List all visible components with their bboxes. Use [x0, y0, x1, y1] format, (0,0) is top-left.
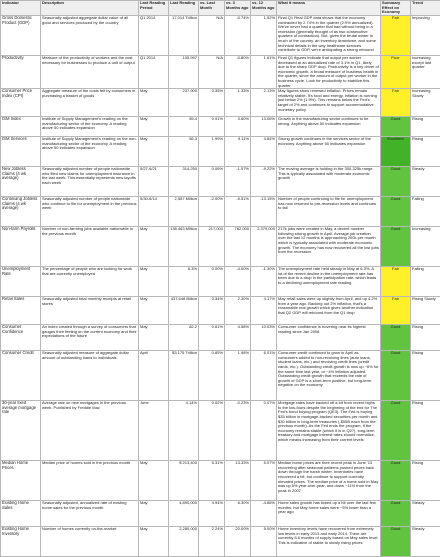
table-row[interactable]	[1, 197, 440, 227]
trend-cell: Steady	[411, 501, 440, 527]
table-row[interactable]	[1, 89, 440, 117]
trend-cell: Steady	[411, 527, 440, 557]
vs-3-months-cell: 1.98%	[225, 351, 251, 401]
vs-12-months-cell: -1.30%	[251, 267, 277, 297]
reading-cell: 82.2	[169, 325, 199, 351]
meaning-cell: Final Q1 figures indicate that output per worker decreased at an annualized rate of 3.1% in Q1, likely due to the sharp GDP drop. Productivity is a key driver of economic growth, a broad measure of business health in the quarter, since the amount of output per worker in the business cycle. Look for productivity to stabilize this quarter	[277, 56, 381, 89]
description-cell: Seasonally adjusted total monthly receipts at retail stores	[41, 297, 139, 325]
effect-cell: Good	[381, 351, 411, 401]
vs-3-months-cell: -0.23%	[225, 401, 251, 461]
meaning-cell: Home inventory levels have recovered from extremely low levels in early 2013 and early 2014. There are currently 5.6 months of supply based on May sales level. This is indicative of stable to slowly rising prices	[277, 527, 381, 557]
table-row[interactable]	[1, 137, 440, 167]
period-cell: April	[139, 351, 169, 401]
reading-cell: $3.175 Trillion	[169, 351, 199, 401]
period-cell: May	[139, 117, 169, 137]
description-cell: Seasonally adjusted aggregate dollar value of all good and services produced by the country	[41, 16, 139, 56]
reading-cell: 4.14%	[169, 401, 199, 461]
vs-last-month-cell: -2.00%	[199, 197, 225, 227]
reading-cell: $ 213,400	[169, 461, 199, 501]
period-cell: May	[139, 267, 169, 297]
trend-cell: Increasing except last quarter	[411, 56, 440, 89]
table-row[interactable]	[1, 267, 440, 297]
table-row[interactable]	[1, 56, 440, 89]
reading-cell: 314,250	[169, 167, 199, 197]
period-cell: May	[139, 297, 169, 325]
vs-12-months-cell: 4.84%	[251, 137, 277, 167]
period-cell: May	[139, 325, 169, 351]
trend-cell: Rising	[411, 351, 440, 401]
table-row[interactable]	[1, 401, 440, 461]
vs-12-months-cell: -4.86%	[251, 501, 277, 527]
trend-cell: Rising	[411, 325, 440, 351]
period-cell: May	[139, 89, 169, 117]
trend-cell: Rising	[411, 117, 440, 137]
indicator-cell: Unemployment Rate	[1, 267, 41, 297]
indicator-cell: New Jobless Claims (4 wk average)	[1, 167, 41, 197]
vs-3-months-cell: 3.60%	[225, 117, 251, 137]
indicator-cell: Existing Home Sales	[1, 501, 41, 527]
indicator-cell: Non-farm Payrolls	[1, 227, 41, 267]
effect-cell: Good	[381, 461, 411, 501]
indicator-cell: Continuing Jobless Claims (4 wk average)	[1, 197, 41, 227]
effect-cell: Poor	[381, 56, 411, 89]
vs-3-months-cell: -4.00%	[225, 267, 251, 297]
reading-cell: 138.463 Million	[169, 227, 199, 267]
vs-last-month-cell: N/A	[199, 56, 225, 89]
column-header[interactable]: Summary Effect on Economy	[381, 1, 411, 16]
reading-cell: 4,890,000	[169, 501, 199, 527]
table-row[interactable]	[1, 117, 440, 137]
reading-cell: 237.900	[169, 89, 199, 117]
vs-3-months-cell: 20.00%	[225, 527, 251, 557]
description-cell: Number of non-farming jobs available nationwide in the previous month	[41, 227, 139, 267]
period-cell: 5/30-6/14	[139, 197, 169, 227]
table-row[interactable]	[1, 227, 440, 267]
description-cell: Seasonally adjusted measure of aggregate dollar amount of outstanding loans to individuals	[41, 351, 139, 401]
meaning-cell: Number of people continuing to file for unemployment has now returned to pre-recession levels and continues to fall	[277, 197, 381, 227]
column-header[interactable]: Last Reading Period	[139, 1, 169, 16]
vs-3-months-cell: 1.33%	[225, 89, 251, 117]
vs-last-month-cell: 0.61%	[199, 325, 225, 351]
vs-12-months-cell: 1.52%	[251, 16, 277, 56]
table-row[interactable]	[1, 167, 440, 197]
table-row[interactable]	[1, 16, 440, 56]
vs-12-months-cell: 1.61%	[251, 56, 277, 89]
column-header[interactable]: What it means	[277, 1, 381, 16]
vs-last-month-cell: 0.00%	[199, 267, 225, 297]
trend-cell: Rising	[411, 137, 440, 167]
vs-last-month-cell: 5.31%	[199, 461, 225, 501]
meaning-cell: Mortgage rates have backed off a bit from recent highs to the low-fours despite the beginning of the end for The Fed's bond buying program (QE3). The Fed is buying $35 billion in mortgage-backed securities per month and $30 billion in long-term treasuries (-$55B each from the previous month). As the Fed ends the program, if the economy remains stable (which it is in Q2?), long-term treasury and mortgage interest rates should normalize, which means increasing from their current levels	[277, 401, 381, 461]
meaning-cell: May retail sales were up slightly from April, and up 4.2% from a year ago. Backing out 2% inflation, that's a reasonable real growth which gives another indication that Q2 GDP will rebound from the Q1 drop	[277, 297, 381, 325]
column-header[interactable]: Indicator	[1, 1, 41, 16]
effect-cell: Fair	[381, 89, 411, 117]
description-cell: Average rate on new mortgages in the previous week. Published by Freddie Mac	[41, 401, 139, 461]
trend-cell: Falling	[411, 267, 440, 297]
effect-cell: Fair	[381, 16, 411, 56]
trend-cell: Increasing	[411, 227, 440, 267]
vs-12-months-cell: 13.06%	[251, 117, 277, 137]
period-cell: May	[139, 461, 169, 501]
column-header[interactable]: vs. 12 Months ago	[251, 1, 277, 16]
reading-cell: 437.648 Billion	[169, 297, 199, 325]
column-header[interactable]: Last Reading	[169, 1, 199, 16]
effect-cell: Fair	[381, 267, 411, 297]
vs-3-months-cell: 2.30%	[225, 297, 251, 325]
vs-12-months-cell: 10.03%	[251, 325, 277, 351]
effect-cell: Fair	[381, 297, 411, 325]
table-row[interactable]	[1, 297, 440, 325]
effect-cell: Good	[381, 197, 411, 227]
effect-cell: Good	[381, 501, 411, 527]
indicator-cell: Consumer Confidence	[1, 325, 41, 351]
reading-cell: 2,587 Million	[169, 197, 199, 227]
vs-12-months-cell: 2,379,000	[251, 227, 277, 267]
table-row[interactable]	[1, 501, 440, 527]
vs-3-months-cell: 9.11%	[225, 137, 251, 167]
table-row[interactable]	[1, 351, 440, 401]
indicator-cell: Retail Sales	[1, 297, 41, 325]
meaning-cell: The unemployment rate held steady in May at 6.3%. A lot of the recent decline in the unemployment rate has been due to a drop in the participation rate, which leads to a declining unemployment rate reading	[277, 267, 381, 297]
reading-cell: 17,014 Trillion	[169, 16, 199, 56]
vs-3-months-cell: -0.80%	[225, 56, 251, 89]
column-header[interactable]: Description	[41, 1, 139, 16]
table-row[interactable]	[1, 325, 440, 351]
trend-cell: Rising	[411, 461, 440, 501]
header-row	[1, 1, 440, 16]
meaning-cell: Consumer credit continued to grow in April as consumers added to non-revolving lines (auto loans, student loans, etc.) and revolving credit lines (credit cards, etc.). Outstanding credit growth is now up ~6% for the same time last year, or ~4% inflation adjusted. Outstanding credit growth that exceeds the rate of growth of GDP is a short-term positive, but long-term negative on the economy	[277, 351, 381, 401]
meaning-cell: 217k jobs were created in May, a decent number following strong growth in April. Average job creation over the last 12 months is approaching 200k per month which is typically associated with moderate economic growth. The economy has now recovered all the lost jobs from the recession	[277, 227, 381, 267]
indicator-cell: ISM Services	[1, 137, 41, 167]
meaning-cell: Home sales growth has ticked up a bit over the last few months, but May home sales were ~5% lower than a year ago	[277, 501, 381, 527]
meaning-cell: Median home prices are their recent peak in June '13 recovering after seasonal patterns pushed prices back down through the harsh winter. Inventories have recovered a bit, but continue to support currently elevated prices. The median price of a home sold in May was up 5% year-over-year, and down ~11% from the peak in 2007	[277, 461, 381, 501]
vs-12-months-cell: 5.00%	[251, 527, 277, 557]
reading-cell: 55.4	[169, 117, 199, 137]
reading-cell: 105.997	[169, 56, 199, 89]
description-cell: An index created through a survey of consumers that gauges their feeling on the current economy and their expectations of the future	[41, 325, 139, 351]
description-cell: Seasonally adjusted number of people nationwide who filed new claims for unemployment insurance in the last week. This essentially represents new layoffs each week	[41, 167, 139, 197]
meaning-cell: May figures show renewed inflation. Prices remain relatively stable. It's food and energy, inflation is running just below 2% (1.9%). This remains below the Fed's target of 2% and continues to support accommodative monetary policy	[277, 89, 381, 117]
description-cell: Seasonally adjusted number of people nationwide who continue to file for unemployment in the previous week	[41, 197, 139, 227]
description-cell: The percentage of people who are looking for work that are currently unemployed	[41, 267, 139, 297]
period-cell: Q1 2014	[139, 56, 169, 89]
description-cell: Seasonally adjusted, annualized rate of existing home sales for the previous month	[41, 501, 139, 527]
description-cell: Institute of Supply Management's reading on the non-manufacturing sector of the economy. A reading above 50 indicates expansion	[41, 137, 139, 167]
indicator-cell: Consumer Credit	[1, 351, 41, 401]
vs-last-month-cell: 0.85%	[199, 351, 225, 401]
vs-3-months-cell: 4.58%	[225, 325, 251, 351]
table-body	[1, 16, 440, 557]
effect-cell: Good	[381, 401, 411, 461]
meaning-cell: Growth in the manufacturing sector continues to be strong. Anything above 50 indicates expansion	[277, 117, 381, 137]
trend-cell: Steady	[411, 167, 440, 197]
effect-cell: Good	[381, 325, 411, 351]
description-cell: Median price of homes sold in the previous month	[41, 461, 139, 501]
trend-cell: Falling	[411, 197, 440, 227]
period-cell: 5/27-6/21	[139, 167, 169, 197]
vs-last-month-cell: 0.02%	[199, 401, 225, 461]
description-cell: Number of homes currently on-the-market	[41, 527, 139, 557]
indicator-cell: Consumer Price Index (CPI)	[1, 89, 41, 117]
vs-last-month-cell: 217,000	[199, 227, 225, 267]
vs-12-months-cell: 6.01%	[251, 351, 277, 401]
indicator-cell: ISM Index	[1, 117, 41, 137]
meaning-cell: The moving average is holding in the 300-325k range. This is typically associated with moderate economic growth	[277, 167, 381, 197]
period-cell: May	[139, 227, 169, 267]
vs-last-month-cell: 0.34%	[199, 297, 225, 325]
trend-cell: Improving	[411, 16, 440, 56]
meaning-cell: Consumer confidence is hovering near its highest reading since Jan 2008	[277, 325, 381, 351]
vs-12-months-cell: 2.13%	[251, 89, 277, 117]
table-row[interactable]	[1, 527, 440, 557]
trend-cell: Rising Slowly	[411, 297, 440, 325]
effect-cell: Good	[381, 117, 411, 137]
description-cell: Measure of the productivity of workers and the cost necessary for businesses to produce a unit of output	[41, 56, 139, 89]
description-cell: Institute of Supply Management's reading on the manufacturing sector of the economy. A reading above 50 indicates expansion	[41, 117, 139, 137]
vs-last-month-cell: 0.06%	[199, 167, 225, 197]
period-cell: May	[139, 501, 169, 527]
meaning-cell: Final Q1 Real GDP data shows that the economy contracted by 2.74% in the quarter (2.9% annualized). We've never had a quarter that bad without being in a recession (generally thought of as two consecutive quarters of contraction). But, given the brutal winter in much of the country, an inventory drawdown, and some technical details in the way healthcare services contribute to GDP, we're anticipating a strong rebound	[277, 16, 381, 56]
vs-3-months-cell: 6.30%	[225, 501, 251, 527]
vs-last-month-cell: 4.94%	[199, 501, 225, 527]
trend-cell: Rising	[411, 401, 440, 461]
vs-12-months-cell: 4.17%	[251, 297, 277, 325]
description-cell: Aggregate measure of the costs felt by consumers in purchasing a basket of goods	[41, 89, 139, 117]
period-cell: May	[139, 137, 169, 167]
vs-last-month-cell: 1.99%	[199, 137, 225, 167]
vs-12-months-cell: -9.22%	[251, 167, 277, 197]
indicator-cell: 30-year fixed average mortgage rate	[1, 401, 41, 461]
vs-3-months-cell: -0.74%	[225, 16, 251, 56]
vs-last-month-cell: 0.35%	[199, 89, 225, 117]
vs-12-months-cell: 5.07%	[251, 461, 277, 501]
column-header[interactable]: vs. 3 Months ago	[225, 1, 251, 16]
vs-12-months-cell: -13.15%	[251, 197, 277, 227]
vs-last-month-cell: 2.24%	[199, 527, 225, 557]
indicator-cell: Existing Home Inventory	[1, 527, 41, 557]
table-row[interactable]	[1, 461, 440, 501]
effect-cell: Good	[381, 227, 411, 267]
column-header[interactable]: Trend	[411, 1, 440, 16]
period-cell: Q1 2014	[139, 16, 169, 56]
effect-cell: Excellent	[381, 137, 411, 167]
trend-cell: Increasing Slowly	[411, 89, 440, 117]
vs-last-month-cell: N/A	[199, 16, 225, 56]
indicator-cell: Gross Domestic Product (GDP)	[1, 16, 41, 56]
vs-3-months-cell: 782,000	[225, 227, 251, 267]
vs-last-month-cell: 0.91%	[199, 117, 225, 137]
period-cell: May	[139, 527, 169, 557]
reading-cell: 2,280,000	[169, 527, 199, 557]
vs-12-months-cell: 0.07%	[251, 401, 277, 461]
column-header[interactable]: vs. Last Month	[199, 1, 225, 16]
effect-cell: Good	[381, 527, 411, 557]
effect-cell: Good	[381, 167, 411, 197]
reading-cell: 56.3	[169, 137, 199, 167]
vs-3-months-cell: 13.33%	[225, 461, 251, 501]
period-cell: June	[139, 401, 169, 461]
reading-cell: 6.3%	[169, 267, 199, 297]
indicator-cell: Productivity	[1, 56, 41, 89]
meaning-cell: Strong growth continues in the services sector of the economy. Anything above 50 indicates expansion	[277, 137, 381, 167]
indicator-cell: Median Home Prices	[1, 461, 41, 501]
vs-3-months-cell: -9.51%	[225, 197, 251, 227]
vs-3-months-cell: -1.57%	[225, 167, 251, 197]
